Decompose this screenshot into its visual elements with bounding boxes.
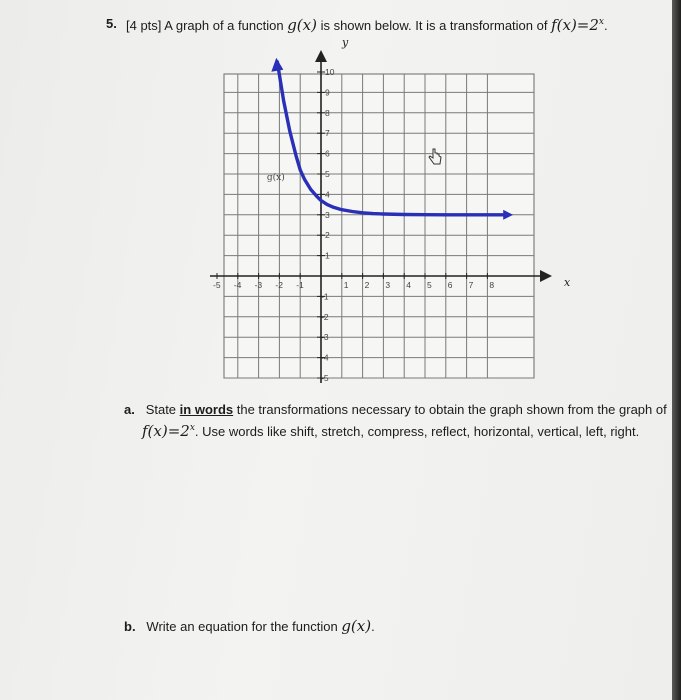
- part-a-f-base: f(x)=2: [142, 422, 190, 440]
- y-axis-label: y: [342, 36, 349, 49]
- y-tick-label: 5: [325, 169, 330, 179]
- part-b-end: .: [371, 619, 375, 634]
- x-tick-label: -3: [254, 280, 263, 290]
- part-a-f-definition: [142, 422, 195, 440]
- x-tick-label: -4: [233, 280, 242, 290]
- part-b-g-function: g(x): [341, 617, 372, 635]
- question-number: 5.: [106, 16, 117, 31]
- f-def-exponent: x: [598, 17, 604, 27]
- part-b-label: b.: [124, 619, 136, 634]
- question-text-before: [4 pts] A graph of a function: [126, 18, 284, 33]
- x-tick-label: 3: [385, 280, 391, 290]
- x-tick-label: -1: [296, 280, 304, 290]
- part-a-emphasis: in words: [179, 402, 234, 417]
- y-tick-label: -3: [321, 332, 329, 343]
- curve-label: g(x): [266, 173, 285, 184]
- x-axis-arrow: [540, 270, 552, 282]
- curve-start-arrowhead: [271, 58, 283, 72]
- screen-bezel: [672, 0, 681, 700]
- f-def-base: f(x)=2: [551, 16, 599, 34]
- graph-grid: [224, 74, 534, 378]
- part-a-text1: State: [145, 402, 177, 417]
- y-tick-label: -1: [321, 291, 329, 302]
- part-b-text: Write an equation for the function: [146, 619, 338, 634]
- part-b: [124, 617, 375, 635]
- x-axis-label: x: [564, 276, 571, 289]
- x-tick-label: 6: [447, 280, 453, 290]
- x-tick-label: 7: [468, 280, 474, 290]
- y-tick-label: 4: [325, 189, 330, 200]
- annotation-layer: [267, 172, 285, 183]
- part-a: [124, 402, 667, 417]
- part-a-f-exponent: x: [189, 423, 195, 433]
- part-a-label: a.: [124, 402, 135, 417]
- x-tick-label: 5: [427, 280, 432, 290]
- y-axis-arrow: [315, 50, 327, 62]
- y-tick-label: 2: [325, 230, 330, 241]
- x-tick-label: 4: [406, 280, 411, 290]
- part-a-text2: the transformations necessary to obtain the graph shown from the graph of: [236, 402, 667, 417]
- y-tick-label: 3: [325, 209, 330, 220]
- y-tick-label: 8: [325, 107, 330, 118]
- part-a-text3: . Use words like shift, stretch, compress, reflect, horizontal, vertical, left, right.: [194, 424, 640, 439]
- part-a-continued: [142, 422, 639, 440]
- y-tick-label: 6: [325, 148, 330, 159]
- x-tick-label: -5: [213, 280, 221, 290]
- y-tick-label: -5: [321, 373, 329, 383]
- y-tick-label: -2: [321, 311, 329, 322]
- y-tick-label: 10: [325, 67, 335, 77]
- question-end: .: [604, 18, 608, 33]
- x-tick-label: -2: [275, 280, 283, 290]
- x-tick-label: 8: [489, 280, 495, 290]
- x-tick-label: 1: [343, 280, 349, 290]
- g-function-notation: g(x): [287, 16, 317, 34]
- y-tick-label: 1: [325, 250, 330, 261]
- mouse-cursor-icon: [428, 148, 444, 171]
- question-text-middle: is shown below. It is a transformation of: [320, 18, 548, 33]
- y-tick-label: -4: [321, 352, 329, 363]
- y-tick-label: 9: [325, 87, 330, 98]
- x-tick-label: 2: [364, 280, 370, 290]
- y-tick-label: 7: [325, 128, 330, 139]
